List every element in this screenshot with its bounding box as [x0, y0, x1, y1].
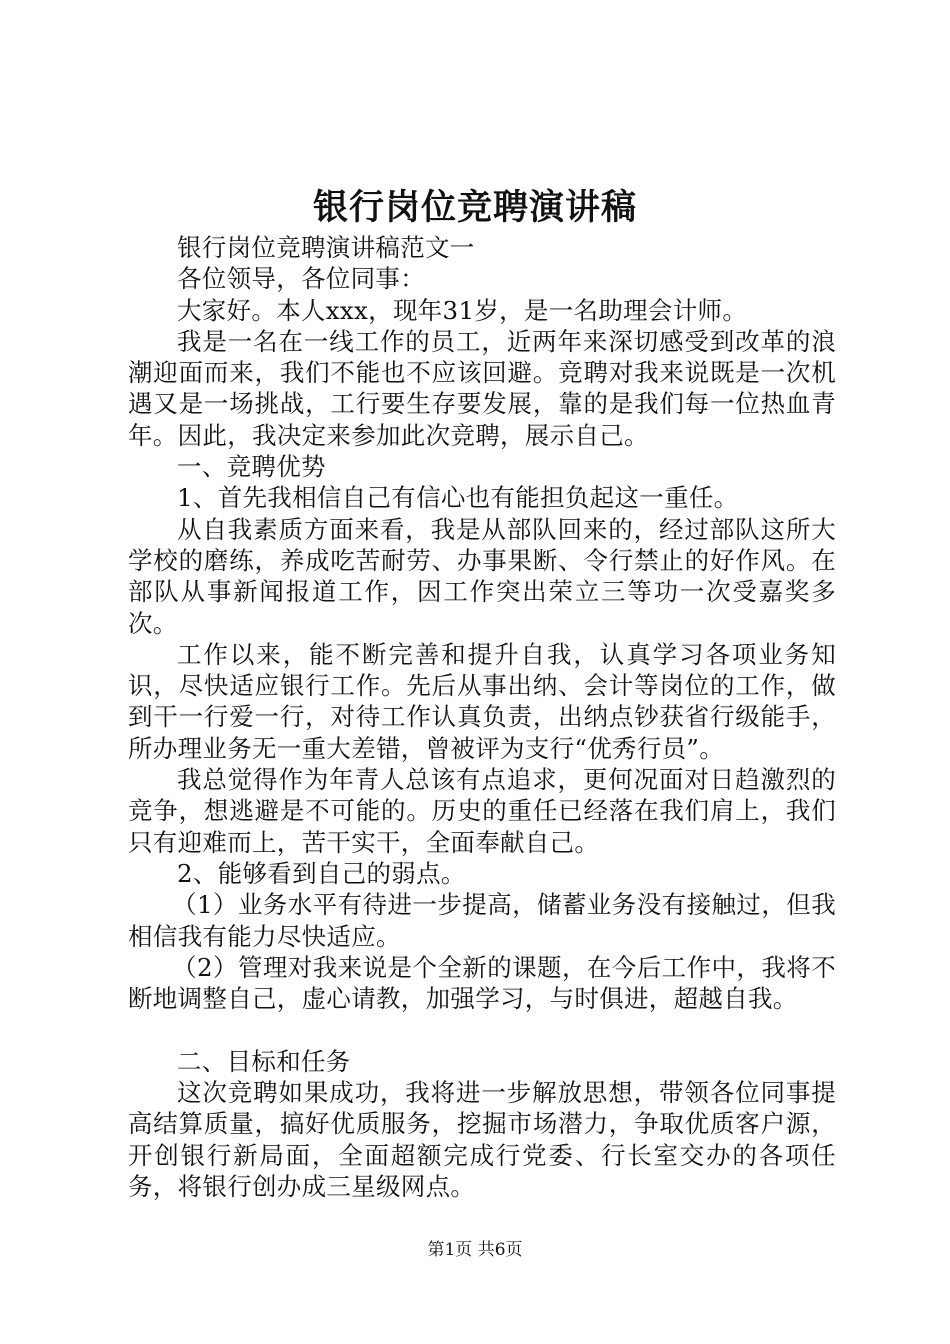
subsection-heading: 1、首先我相信自己有信心也有能担负起这一重任。 [177, 483, 739, 513]
subsection-heading: 2、能够看到自己的弱点。 [177, 858, 466, 888]
page-footer: 第1页 共6页 [427, 1240, 523, 1260]
list-item-paragraph: （1）业务水平有待进一步提高，储蓄业务没有接触过，但我相信我有能力尽快适应。 [128, 890, 836, 951]
body-paragraph: 从自我素质方面来看，我是从部队回来的，经过部队这所大学校的磨练，养成吃苦耐劳、办事果断、令行禁止的好作风。在部队从事新闻报道工作，因工作突出荣立三等功一次受嘉奖多次。 [128, 514, 836, 638]
body-paragraph: 我是一名在一线工作的员工，近两年来深切感受到改革的浪潮迎面而来，我们不能也不应该回避。竞聘对我来说既是一次机遇又是一场挑战，工行要生存要发展，靠的是我们每一位热血青年。因此，我决定来参加此次竞聘，展示自己。 [128, 326, 836, 450]
blank-line [128, 1014, 836, 1045]
document-body [128, 232, 836, 1202]
subtitle-paragraph: 银行岗位竞聘演讲稿范文一 [177, 233, 475, 262]
body-paragraph: 我总觉得作为年青人总该有点追求，更何况面对日趋激烈的竞争，想逃避是不可能的。历史的重任已经落在我们肩上，我们只有迎难而上，苦干实干，全面奉献自己。 [128, 765, 836, 857]
salutation-paragraph: 各位领导，各位同事： [177, 264, 425, 294]
document-title: 银行岗位竞聘演讲稿 [312, 187, 637, 228]
body-paragraph: 工作以来，能不断完善和提升自我，认真学习各项业务知识，尽快适应银行工作。先后从事出纳、会计等岗位的工作，做到干一行爱一行，对待工作认真负责，出纳点钞获省行级能手，所办理业务无一重大差错，曾被评为支行“优秀行员”。 [128, 639, 836, 763]
section-heading: 二、目标和任务 [177, 1046, 351, 1076]
body-paragraph: 这次竞聘如果成功，我将进一步解放思想，带领各位同事提高结算质量，搞好优质服务，挖掘市场潜力，争取优质客户源，开创银行新局面，全面超额完成行党委、行长室交办的各项任务，将银行创办成三星级网点。 [128, 1078, 836, 1201]
list-item-paragraph: （2）管理对我来说是个全新的课题，在今后工作中，我将不断地调整自己，虚心请教，加强学习，与时俱进，超越自我。 [128, 952, 836, 1014]
intro-paragraph: 大家好。本人xxx，现年31岁，是一名助理会计师。 [177, 295, 748, 325]
section-heading: 一、竞聘优势 [177, 452, 326, 482]
